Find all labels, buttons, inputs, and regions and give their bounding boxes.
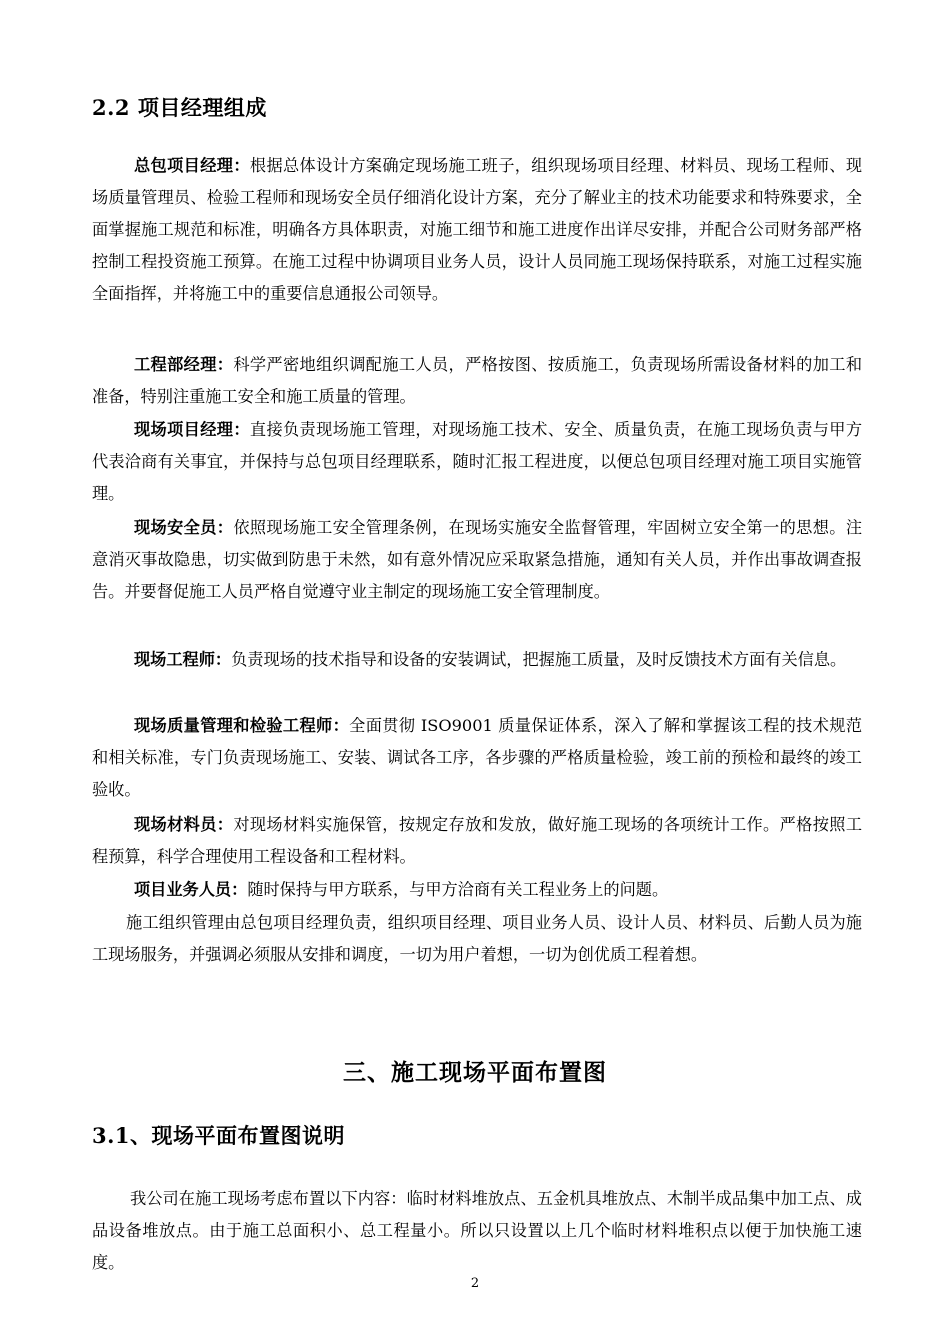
role-title: 工程部经理： — [134, 355, 234, 374]
section-heading-2-2: 2.2 项目经理组成 — [92, 95, 267, 120]
role-paragraph-general-pm — [92, 150, 862, 310]
role-description: 科学严密地组织调配施工人员，严格按图、按质施工，负责现场所需设备材料的加工和准备，特别注重施工安全和施工质量的管理。 — [92, 355, 863, 406]
role-description: 依照现场施工安全管理条例，在现场实施安全监督管理，牢固树立安全第一的思想。注意消灭事故隐患，切实做到防患于未然，如有意外情况应采取紧急措施，通知有关人员，并作出事故调查报告。并要督促施工人员严格自觉遵守业主制定的现场施工安全管理制度。 — [92, 518, 863, 601]
role-title: 现场质量管理和检验工程师： — [134, 716, 350, 735]
role-title: 项目业务人员： — [134, 880, 248, 899]
role-description: 直接负责现场施工管理，对现场施工技术、安全、质量负责，在施工现场负责与甲方代表洽商有关事宜，并保持与总包项目经理联系，随时汇报工程进度，以便总包项目经理对施工项目实施管理。 — [92, 420, 863, 503]
role-description: 全面贯彻 ISO9001 质量保证体系，深入了解和掌握该工程的技术规范和相关标准，专门负责现场施工、安装、调试各工序，各步骤的严格质量检验，竣工前的预检和最终的竣工验收。 — [92, 716, 863, 799]
role-paragraph-site-engineer — [92, 644, 862, 676]
role-paragraph-engineering-manager — [92, 349, 862, 413]
role-title: 现场材料员： — [134, 815, 234, 834]
role-title: 现场安全员： — [134, 518, 234, 537]
role-description: 对现场材料实施保管，按规定存放和发放，做好施工现场的各项统计工作。严格按照工程预算，科学合理使用工程设备和工程材料。 — [92, 815, 863, 866]
management-summary-paragraph: 施工组织管理由总包项目经理负责，组织项目经理、项目业务人员、设计人员、材料员、后勤人员为施工现场服务，并强调必须服从安排和调度，一切为用户着想，一切为创优质工程着想。 — [92, 913, 862, 964]
site-layout-description: 我公司在施工现场考虑布置以下内容：临时材料堆放点、五金机具堆放点、木制半成品集中加工点、成品设备堆放点。由于施工总面积小、总工程量小。所以只设置以上几个临时材料堆积点以便于加快施工速度。 — [92, 1189, 862, 1272]
role-paragraph-materials-officer — [92, 809, 862, 873]
role-description: 根据总体设计方案确定现场施工班子，组织现场项目经理、材料员、现场工程师、现场质量管理员、检验工程师和现场安全员仔细消化设计方案，充分了解业主的技术功能要求和特殊要求，全面掌握施工规范和标准，明确各方具体职责，对施工细节和施工进度作出详尽安排，并配合公司财务部严格控制工程投资施工预算。在施工过程中协调项目业务人员，设计人员同施工现场保持联系，对施工过程实施全面指挥，并将施工中的重要信息通报公司领导。 — [92, 156, 863, 303]
role-paragraph-safety-officer — [92, 512, 862, 608]
section-heading-3-1: 3.1、现场平面布置图说明 — [92, 1123, 346, 1148]
role-paragraph-site-pm — [92, 414, 862, 510]
role-title: 现场工程师： — [134, 650, 232, 669]
role-description: 随时保持与甲方联系，与甲方洽商有关工程业务上的问题。 — [247, 880, 669, 899]
role-paragraph-quality-engineer — [92, 710, 862, 806]
role-title: 现场项目经理： — [134, 420, 250, 439]
role-paragraph-business-staff — [92, 874, 862, 906]
role-description: 负责现场的技术指导和设备的安装调试，把握施工质量，及时反馈技术方面有关信息。 — [231, 650, 847, 669]
role-title: 总包项目经理： — [134, 156, 250, 175]
chapter-heading-3: 三、施工现场平面布置图 — [343, 1059, 607, 1086]
page-number: 2 — [470, 1276, 480, 1291]
